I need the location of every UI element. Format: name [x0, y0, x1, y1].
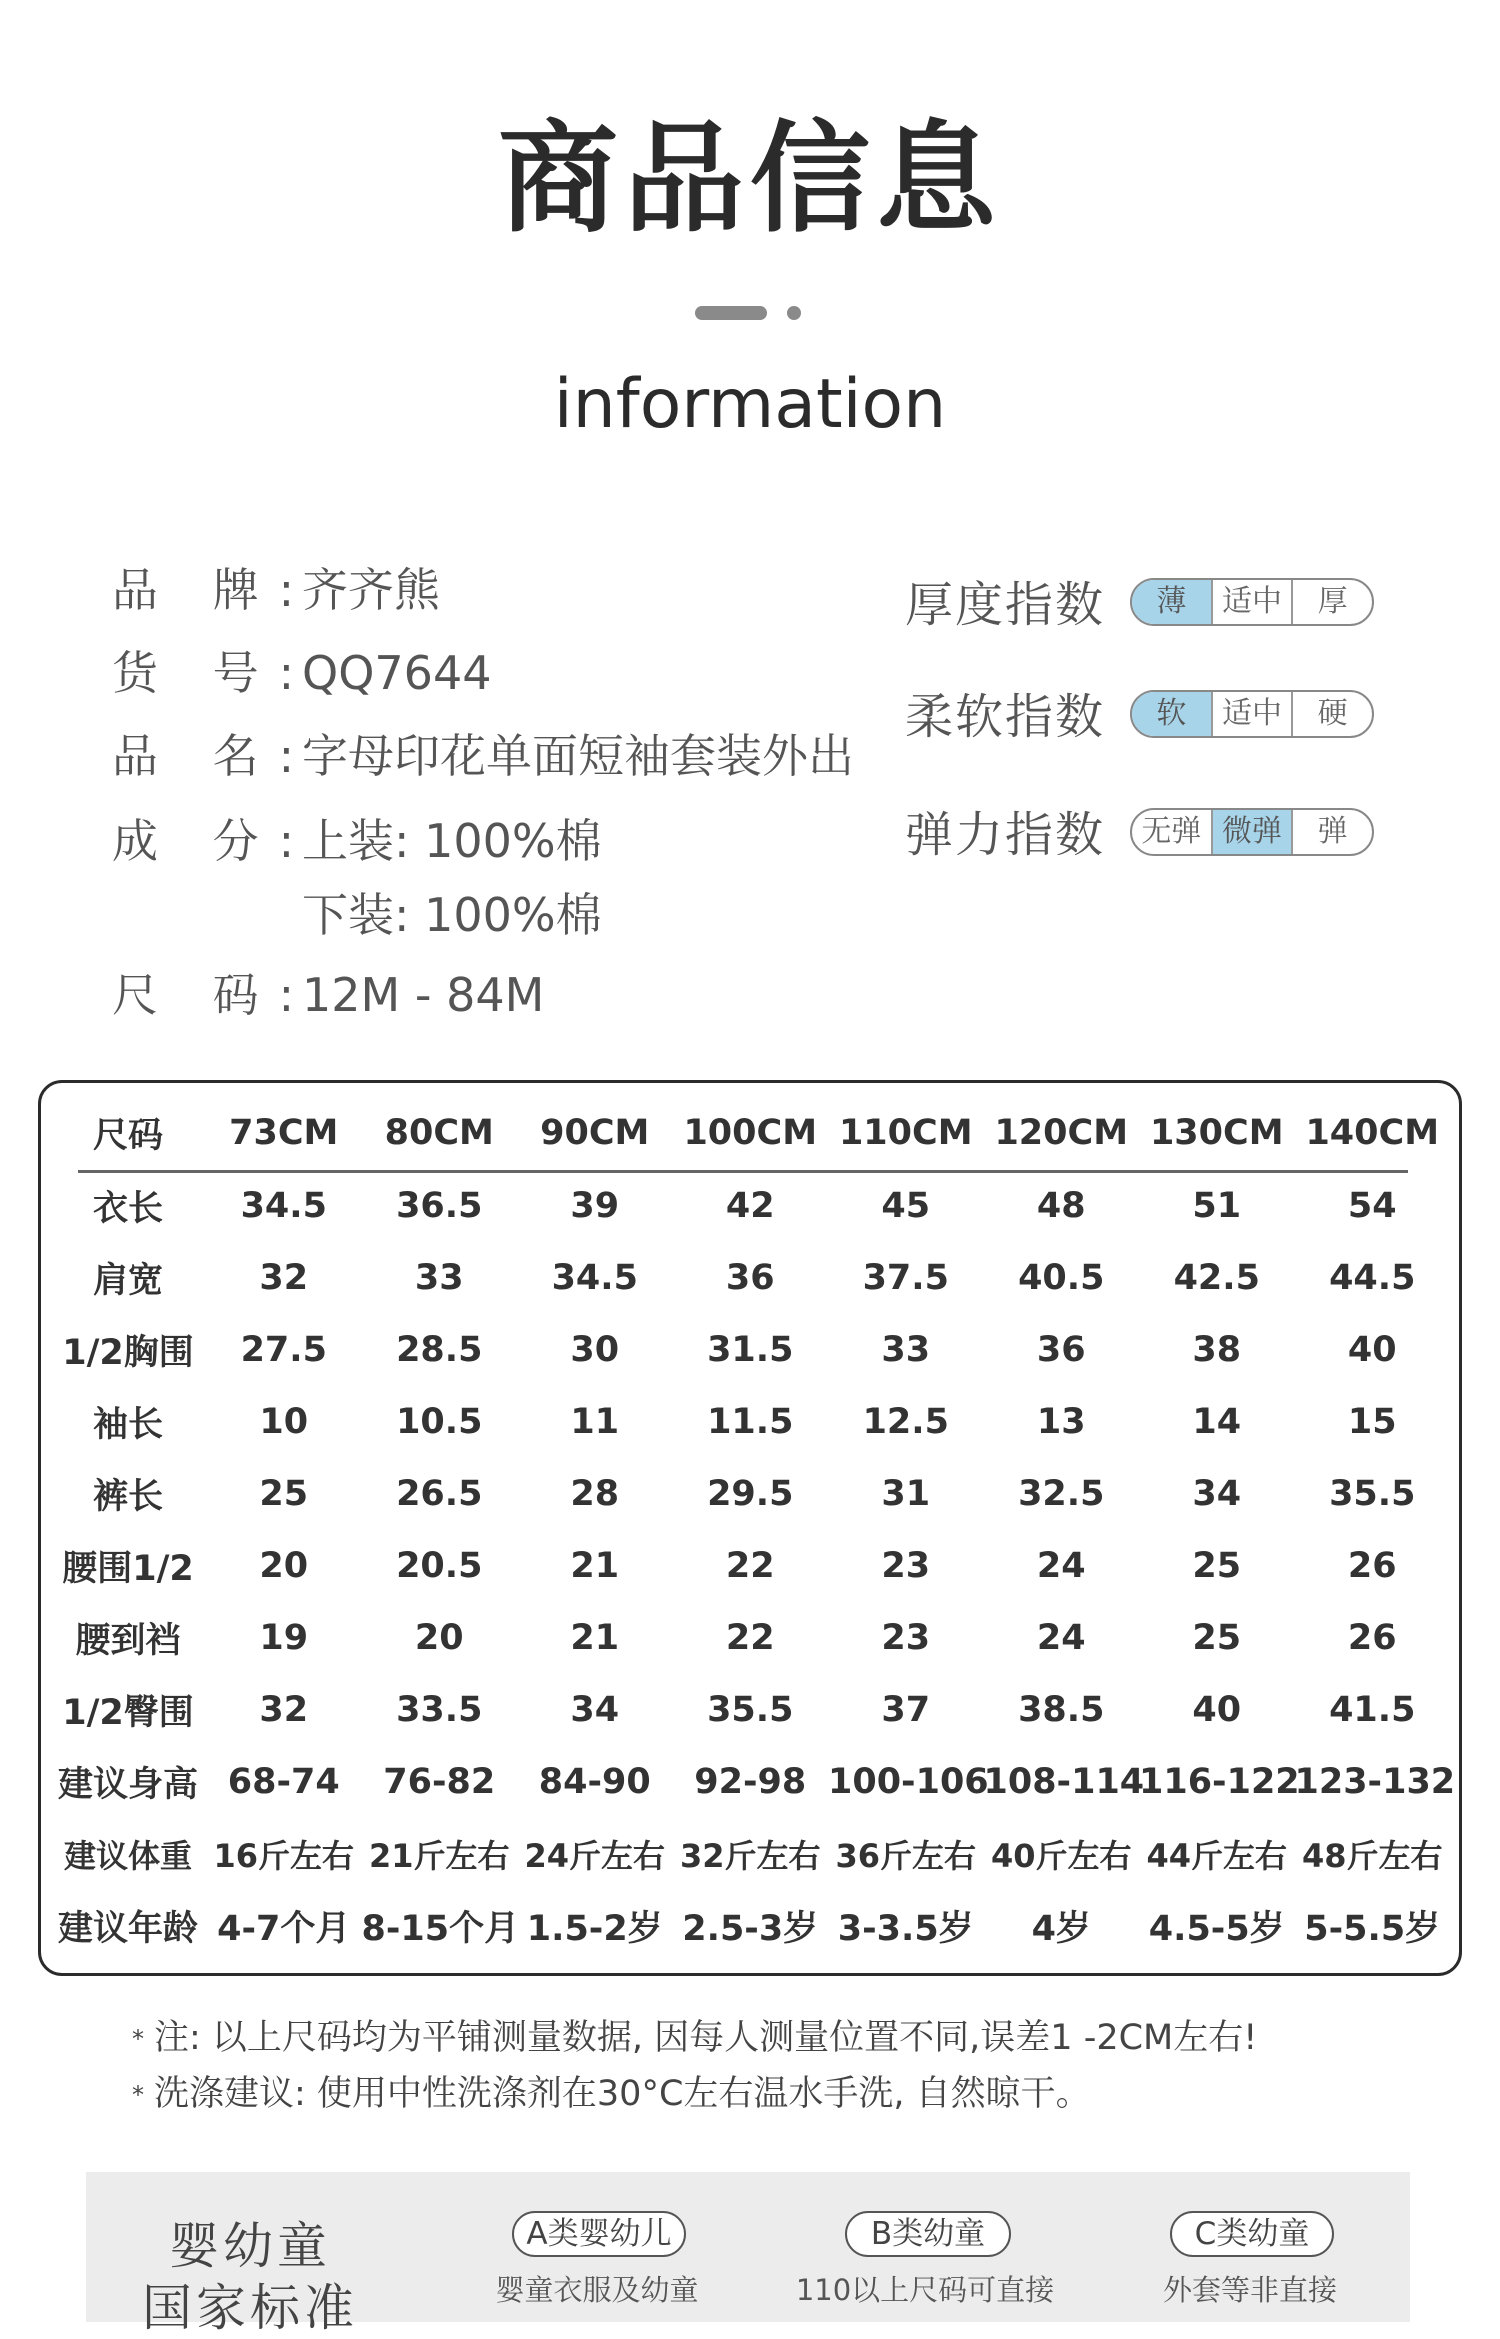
table-cell: 1.5-2岁 [526, 1909, 663, 1949]
table-cell: 4岁 [1031, 1909, 1091, 1949]
table-row [50, 1818, 1450, 1890]
table-cell: 22 [725, 1618, 775, 1658]
table-cell: 35.5 [707, 1690, 794, 1730]
divider-dot [787, 306, 801, 320]
info-size-value: 12M - 84M [302, 968, 545, 1022]
table-row [50, 1314, 1450, 1386]
elasticity-option-none: 无弹 [1132, 810, 1213, 854]
info-size-row [112, 960, 544, 1030]
table-cell: 40斤左右 [990, 1837, 1132, 1875]
size-header-label: 尺码 [92, 1116, 163, 1156]
size-header-cell: 110CM [838, 1113, 973, 1153]
table-row [50, 1746, 1450, 1818]
table-cell: 29.5 [707, 1474, 794, 1514]
table-cell: 51 [1192, 1186, 1242, 1226]
table-row [50, 1386, 1450, 1458]
row-label: 建议年龄 [57, 1909, 198, 1949]
page-subtitle: information [553, 365, 947, 444]
table-cell: 21 [570, 1546, 620, 1586]
table-cell: 28.5 [396, 1330, 483, 1370]
table-cell: 40 [1347, 1330, 1397, 1370]
info-product-name-row [112, 721, 854, 791]
note-washing-text: 洗涤建议: 使用中性洗涤剂在30°C左右温水手洗, 自然晾干。 [154, 2074, 1091, 2114]
table-row [50, 1890, 1450, 1962]
table-cell: 24 [1036, 1546, 1086, 1586]
standard-title-line1: 婴幼童 [169, 2217, 331, 2275]
info-item-no-label: 货 号: [112, 646, 315, 700]
size-header-cell: 120CM [994, 1113, 1129, 1153]
table-cell: 34.5 [240, 1186, 327, 1226]
divider-dash [695, 306, 767, 320]
table-cell: 20.5 [396, 1546, 483, 1586]
table-cell: 76-82 [383, 1762, 496, 1802]
standard-title [140, 2215, 360, 2339]
table-cell: 25 [1192, 1618, 1242, 1658]
table-cell: 100-106 [828, 1762, 989, 1802]
table-cell: 19 [259, 1618, 309, 1658]
softness-option-soft: 软 [1132, 692, 1213, 736]
table-cell: 10 [259, 1402, 309, 1442]
table-cell: 36 [1036, 1330, 1086, 1370]
row-label: 肩宽 [92, 1261, 163, 1301]
table-cell: 68-74 [227, 1762, 340, 1802]
size-header-cell: 140CM [1305, 1113, 1440, 1153]
table-cell: 40.5 [1018, 1258, 1105, 1298]
table-cell: 23 [881, 1618, 931, 1658]
table-cell: 30 [570, 1330, 620, 1370]
page-title: 商品信息 [498, 110, 1002, 249]
row-label: 腰到裆 [75, 1621, 181, 1661]
table-cell: 12.5 [862, 1402, 949, 1442]
table-cell: 45 [881, 1186, 931, 1226]
size-header-cell: 90CM [540, 1113, 650, 1153]
table-cell: 2.5-3岁 [682, 1909, 819, 1949]
standard-class-c-desc: 外套等非直接 [1162, 2273, 1337, 2307]
table-cell: 5-5.5岁 [1304, 1909, 1441, 1949]
table-cell: 31.5 [707, 1330, 794, 1370]
elasticity-index-scale [1130, 808, 1374, 856]
table-cell: 36 [725, 1258, 775, 1298]
info-material-label: 成 分: [112, 814, 315, 868]
table-cell: 8-15个月 [361, 1909, 520, 1949]
row-label: 腰围1/2 [62, 1549, 194, 1589]
softness-option-medium: 适中 [1213, 692, 1294, 736]
table-row [50, 1602, 1450, 1674]
row-label: 建议身高 [57, 1765, 198, 1805]
table-cell: 32斤左右 [679, 1837, 821, 1875]
table-cell: 32 [259, 1690, 309, 1730]
standard-title-line2: 国家标准 [142, 2279, 358, 2337]
table-cell: 44.5 [1329, 1258, 1416, 1298]
table-cell: 33 [881, 1330, 931, 1370]
row-label: 1/2胸围 [62, 1333, 194, 1373]
row-label: 裤长 [92, 1477, 163, 1517]
table-cell: 25 [1192, 1546, 1242, 1586]
table-cell: 36斤左右 [835, 1837, 977, 1875]
table-cell: 21 [570, 1618, 620, 1658]
table-cell: 40 [1192, 1690, 1242, 1730]
size-header-cell: 73CM [229, 1113, 339, 1153]
note-washing [132, 2066, 1091, 2122]
table-cell: 16斤左右 [213, 1837, 355, 1875]
table-cell: 34.5 [551, 1258, 638, 1298]
table-cell: 37 [881, 1690, 931, 1730]
standard-class-a-badge: A类婴幼儿 [512, 2211, 686, 2257]
table-cell: 22 [725, 1546, 775, 1586]
info-material-row [112, 806, 602, 876]
softness-option-hard: 硬 [1317, 696, 1348, 731]
size-header-cell: 100CM [683, 1113, 818, 1153]
table-cell: 42.5 [1173, 1258, 1260, 1298]
elasticity-option-slight: 微弹 [1213, 810, 1294, 854]
table-row [50, 1242, 1450, 1314]
table-cell: 25 [259, 1474, 309, 1514]
elasticity-option-elastic: 弹 [1317, 814, 1348, 849]
softness-index-scale [1130, 690, 1374, 738]
standard-class-a-desc: 婴童衣服及幼童 [495, 2273, 699, 2307]
note-measurement-text: 注: 以上尺码均为平铺测量数据, 因每人测量位置不同,误差1 -2CM左右! [154, 2018, 1258, 2058]
table-cell: 34 [1192, 1474, 1242, 1514]
size-header-cell: 130CM [1149, 1113, 1284, 1153]
table-row [50, 1170, 1450, 1242]
note-bullet: * [132, 2081, 144, 2109]
elasticity-index-label: 弹力指数 [905, 807, 1106, 863]
table-cell: 15 [1347, 1402, 1397, 1442]
table-cell: 34 [570, 1690, 620, 1730]
table-cell: 10.5 [396, 1402, 483, 1442]
row-label: 衣长 [92, 1189, 163, 1229]
info-item-no-row [112, 638, 491, 708]
table-cell: 32.5 [1018, 1474, 1105, 1514]
thickness-option-thick: 厚 [1317, 584, 1348, 619]
table-cell: 20 [414, 1618, 464, 1658]
info-size-label: 尺 码: [112, 968, 315, 1022]
table-cell: 41.5 [1329, 1690, 1416, 1730]
table-cell: 28 [570, 1474, 620, 1514]
table-row [50, 1458, 1450, 1530]
table-cell: 11.5 [707, 1402, 794, 1442]
table-row [50, 1674, 1450, 1746]
info-product-name-value: 字母印花单面短袖套装外出 [302, 729, 854, 783]
table-cell: 26 [1347, 1618, 1397, 1658]
info-item-no-value: QQ7644 [302, 646, 492, 700]
info-brand-value: 齐齐熊 [302, 563, 440, 617]
table-cell: 13 [1036, 1402, 1086, 1442]
table-cell: 4.5-5岁 [1148, 1909, 1285, 1949]
size-table-header-row [50, 1096, 1450, 1170]
table-cell: 42 [725, 1186, 775, 1226]
info-brand-label: 品 牌: [112, 563, 315, 617]
table-cell: 48 [1036, 1186, 1086, 1226]
thickness-option-medium: 适中 [1213, 580, 1294, 624]
table-cell: 92-98 [694, 1762, 807, 1802]
row-label: 建议体重 [63, 1837, 192, 1875]
table-cell: 20 [259, 1546, 309, 1586]
row-label: 袖长 [92, 1405, 163, 1445]
table-cell: 123-132 [1294, 1762, 1456, 1802]
table-cell: 4-7个月 [217, 1909, 351, 1949]
standard-class-c-badge: C类幼童 [1170, 2211, 1334, 2257]
table-cell: 38 [1192, 1330, 1242, 1370]
standard-class-b-desc: 110以上尺码可直接 [795, 2273, 1055, 2307]
info-brand-row [112, 555, 440, 625]
table-cell: 21斤左右 [368, 1837, 510, 1875]
table-cell: 32 [259, 1258, 309, 1298]
info-material-top: 上装: 100%棉 [302, 814, 602, 868]
table-cell: 26 [1347, 1546, 1397, 1586]
table-cell: 31 [881, 1474, 931, 1514]
thickness-index-label: 厚度指数 [905, 577, 1106, 633]
table-cell: 37.5 [862, 1258, 949, 1298]
table-row [50, 1530, 1450, 1602]
table-cell: 26.5 [396, 1474, 483, 1514]
table-cell: 54 [1347, 1186, 1397, 1226]
info-material-bottom: 下装: 100%棉 [302, 888, 602, 942]
table-cell: 24 [1036, 1618, 1086, 1658]
note-measurement [132, 2010, 1257, 2066]
table-cell: 44斤左右 [1146, 1837, 1288, 1875]
table-cell: 23 [881, 1546, 931, 1586]
softness-index-label: 柔软指数 [905, 689, 1106, 745]
size-table [50, 1096, 1456, 1962]
info-product-name-label: 品 名: [112, 729, 315, 783]
row-label: 1/2臀围 [62, 1693, 194, 1733]
table-cell: 36.5 [396, 1186, 483, 1226]
table-cell: 39 [570, 1186, 620, 1226]
table-cell: 3-3.5岁 [837, 1909, 974, 1949]
thickness-index-scale [1130, 578, 1374, 626]
table-cell: 35.5 [1329, 1474, 1416, 1514]
table-cell: 11 [570, 1402, 620, 1442]
standard-class-b-badge: B类幼童 [845, 2211, 1011, 2257]
table-cell: 24斤左右 [524, 1837, 666, 1875]
table-cell: 33.5 [396, 1690, 483, 1730]
table-cell: 33 [414, 1258, 464, 1298]
table-cell: 84-90 [538, 1762, 651, 1802]
table-cell: 38.5 [1018, 1690, 1105, 1730]
table-cell: 48斤左右 [1301, 1837, 1443, 1875]
note-bullet: * [132, 2025, 144, 2053]
table-cell: 27.5 [240, 1330, 327, 1370]
table-cell: 108-114 [983, 1762, 1145, 1802]
size-header-cell: 80CM [384, 1113, 494, 1153]
table-cell: 116-122 [1139, 1762, 1300, 1802]
thickness-option-thin: 薄 [1132, 580, 1213, 624]
table-cell: 14 [1192, 1402, 1242, 1442]
